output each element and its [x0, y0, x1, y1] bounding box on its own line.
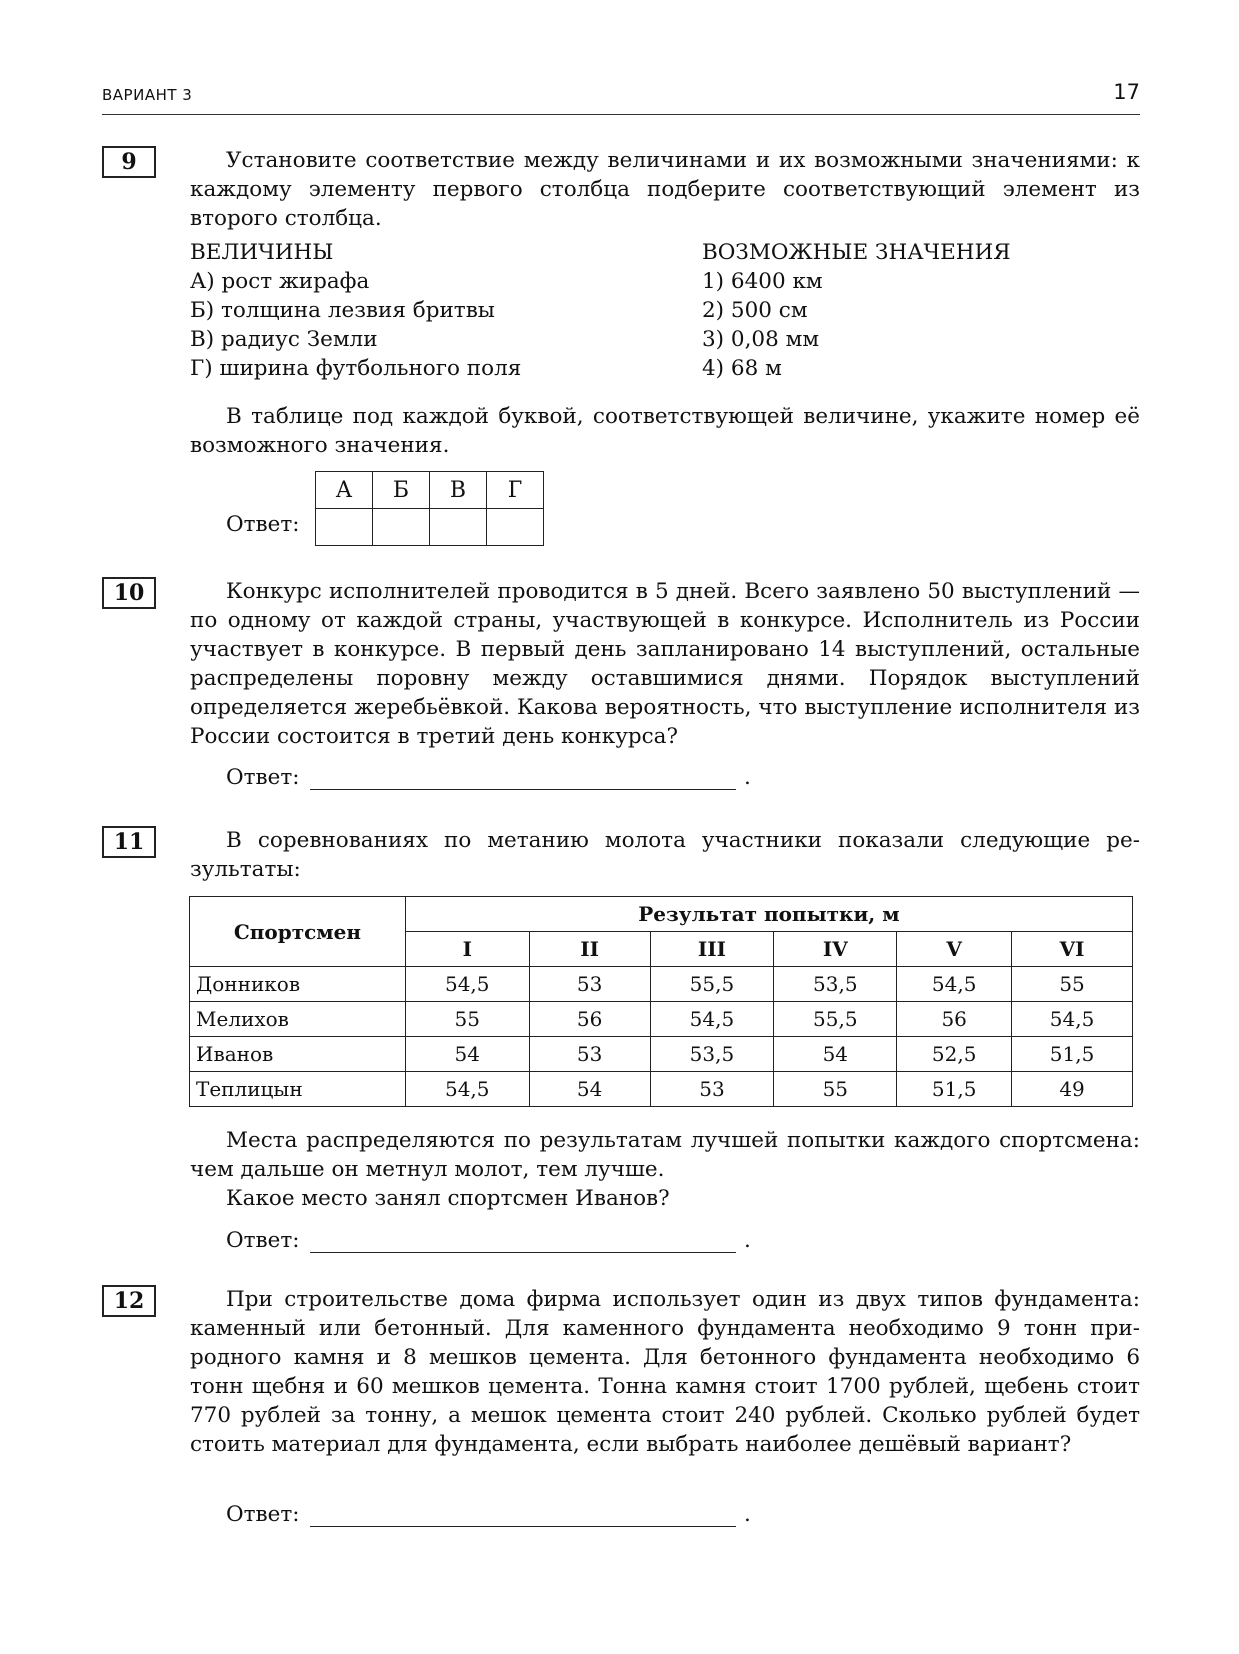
result-cell: 53 — [529, 967, 650, 1002]
q9-text: Установите соответствие между величинами и их возможными значениями: к каждому элементу первого столбца подберите соответствующий элемент из второго столбца. — [190, 148, 1140, 231]
result-cell: 56 — [897, 1002, 1012, 1037]
q9-value-item: 3) 0,08 мм — [702, 327, 820, 352]
results-table — [189, 896, 1133, 1107]
result-cell: 54,5 — [1012, 1002, 1133, 1037]
q11-text: В соревнованиях по метанию молота участники показали следующие результаты: — [190, 828, 1140, 882]
attempt-header: III — [650, 932, 774, 967]
q10-answer-field[interactable] — [310, 765, 736, 790]
answer-letter-b: Б — [373, 472, 430, 509]
q12-answer-dot: . — [744, 1502, 751, 1527]
q9-answer-table — [315, 471, 544, 546]
athlete-name: Мелихов — [190, 1002, 406, 1037]
result-cell: 54 — [529, 1072, 650, 1107]
q11-question: Какое место занял спортсмен Иванов? — [226, 1186, 670, 1211]
q12-answer-label: Ответ: — [226, 1502, 300, 1527]
q9-quantities-heading: ВЕЛИЧИНЫ — [190, 240, 334, 265]
result-cell: 54,5 — [897, 967, 1012, 1002]
answer-cell-a[interactable] — [316, 509, 373, 546]
result-cell: 53 — [650, 1072, 774, 1107]
answer-cell-g[interactable] — [487, 509, 544, 546]
q10-answer-label: Ответ: — [226, 765, 300, 790]
attempt-header: II — [529, 932, 650, 967]
result-cell: 52,5 — [897, 1037, 1012, 1072]
q9-values-column — [702, 238, 1011, 383]
attempt-header: V — [897, 932, 1012, 967]
page-number: 17 — [1113, 80, 1140, 104]
result-cell: 53,5 — [650, 1037, 774, 1072]
result-cell: 55 — [1012, 967, 1133, 1002]
result-cell: 55,5 — [650, 967, 774, 1002]
q9-quantity-item: Б) толщина лезвия бритвы — [190, 298, 495, 323]
q11-answer-dot: . — [744, 1228, 751, 1253]
q9-answer-label: Ответ: — [226, 512, 300, 537]
athlete-name: Теплицын — [190, 1072, 406, 1107]
result-cell: 54,5 — [405, 967, 529, 1002]
result-cell: 55 — [774, 1072, 897, 1107]
table-row — [190, 1002, 1133, 1037]
col-header-athlete: Спортсмен — [190, 897, 406, 967]
result-cell: 51,5 — [897, 1072, 1012, 1107]
result-cell: 54 — [405, 1037, 529, 1072]
question-number-9: 9 — [102, 146, 156, 178]
q10-answer-dot: . — [744, 765, 751, 790]
answer-letter-a: А — [316, 472, 373, 509]
athlete-name: Иванов — [190, 1037, 406, 1072]
answer-letter-g: Г — [487, 472, 544, 509]
question-number-12: 12 — [102, 1285, 156, 1317]
question-number-11: 11 — [102, 826, 156, 858]
table-row — [190, 967, 1133, 1002]
answer-cell-b[interactable] — [373, 509, 430, 546]
q9-quantities-column — [190, 238, 521, 383]
table-row — [190, 1072, 1133, 1107]
athlete-name: Донников — [190, 967, 406, 1002]
answer-cell-v[interactable] — [430, 509, 487, 546]
col-header-result: Результат попытки, м — [405, 897, 1132, 932]
q9-quantity-item: Г) ширина футбольного поля — [190, 356, 522, 381]
q11-answer-label: Ответ: — [226, 1228, 300, 1253]
result-cell: 49 — [1012, 1072, 1133, 1107]
result-cell: 54,5 — [650, 1002, 774, 1037]
result-cell: 51,5 — [1012, 1037, 1133, 1072]
attempt-header: I — [405, 932, 529, 967]
page-header — [102, 80, 1140, 115]
attempt-header: VI — [1012, 932, 1133, 967]
result-cell: 53 — [529, 1037, 650, 1072]
result-cell: 54,5 — [405, 1072, 529, 1107]
q11-rule-text: Места распределяются по результатам лучшей попытки каждого спортсмена: чем дальше он метнул молот, тем лучше. — [190, 1128, 1140, 1182]
q12-text: При строительстве дома фирма использует один из двух типов фундамента: каменный или бетонный. Для каменного фундамента необходимо 9 тонн природного камня и 8 мешков цемента. Для бетонного фундамента необходимо 6 тонн щебня и 60 мешков цемента. Тонна камня стоит 1700 рублей, щебень стоит 770 рублей за тонну, а мешок цемента стоит 240 рублей. Сколько рублей будет стоить материал для фундамента, если выбрать наиболее дешёвый вариант? — [190, 1287, 1140, 1457]
result-cell: 55 — [405, 1002, 529, 1037]
answer-letter-v: В — [430, 472, 487, 509]
q9-value-item: 4) 68 м — [702, 356, 782, 381]
q12-answer-field[interactable] — [310, 1502, 736, 1527]
q11-answer-field[interactable] — [310, 1228, 736, 1253]
result-cell: 56 — [529, 1002, 650, 1037]
q9-quantity-item: В) радиус Земли — [190, 327, 378, 352]
attempt-header: IV — [774, 932, 897, 967]
q10-text: Конкурс исполнителей проводится в 5 дней. Всего заявлено 50 выступлений — по одному от каждой страны, участвующей в конкурсе. Исполнитель из России участвует в конкурсе. В первый день запланировано 14 выступлений, остальные распределены поровну между оставшимися днями. Порядок выступлений определяется жеребьёвкой. Какова вероятность, что выступление исполнителя из России состоится в третий день конкурса? — [190, 579, 1140, 749]
q9-instruction: В таблице под каждой буквой, соответствующей величине, укажите номер её возможного значения. — [190, 404, 1140, 458]
result-cell: 54 — [774, 1037, 897, 1072]
result-cell: 55,5 — [774, 1002, 897, 1037]
q9-value-item: 2) 500 см — [702, 298, 808, 323]
q9-value-item: 1) 6400 км — [702, 269, 823, 294]
result-cell: 53,5 — [774, 967, 897, 1002]
question-number-10: 10 — [102, 577, 156, 609]
q9-quantity-item: А) рост жирафа — [190, 269, 370, 294]
table-row — [190, 1037, 1133, 1072]
variant-label: ВАРИАНТ 3 — [102, 86, 193, 104]
q9-values-heading: ВОЗМОЖНЫЕ ЗНАЧЕНИЯ — [702, 240, 1011, 265]
